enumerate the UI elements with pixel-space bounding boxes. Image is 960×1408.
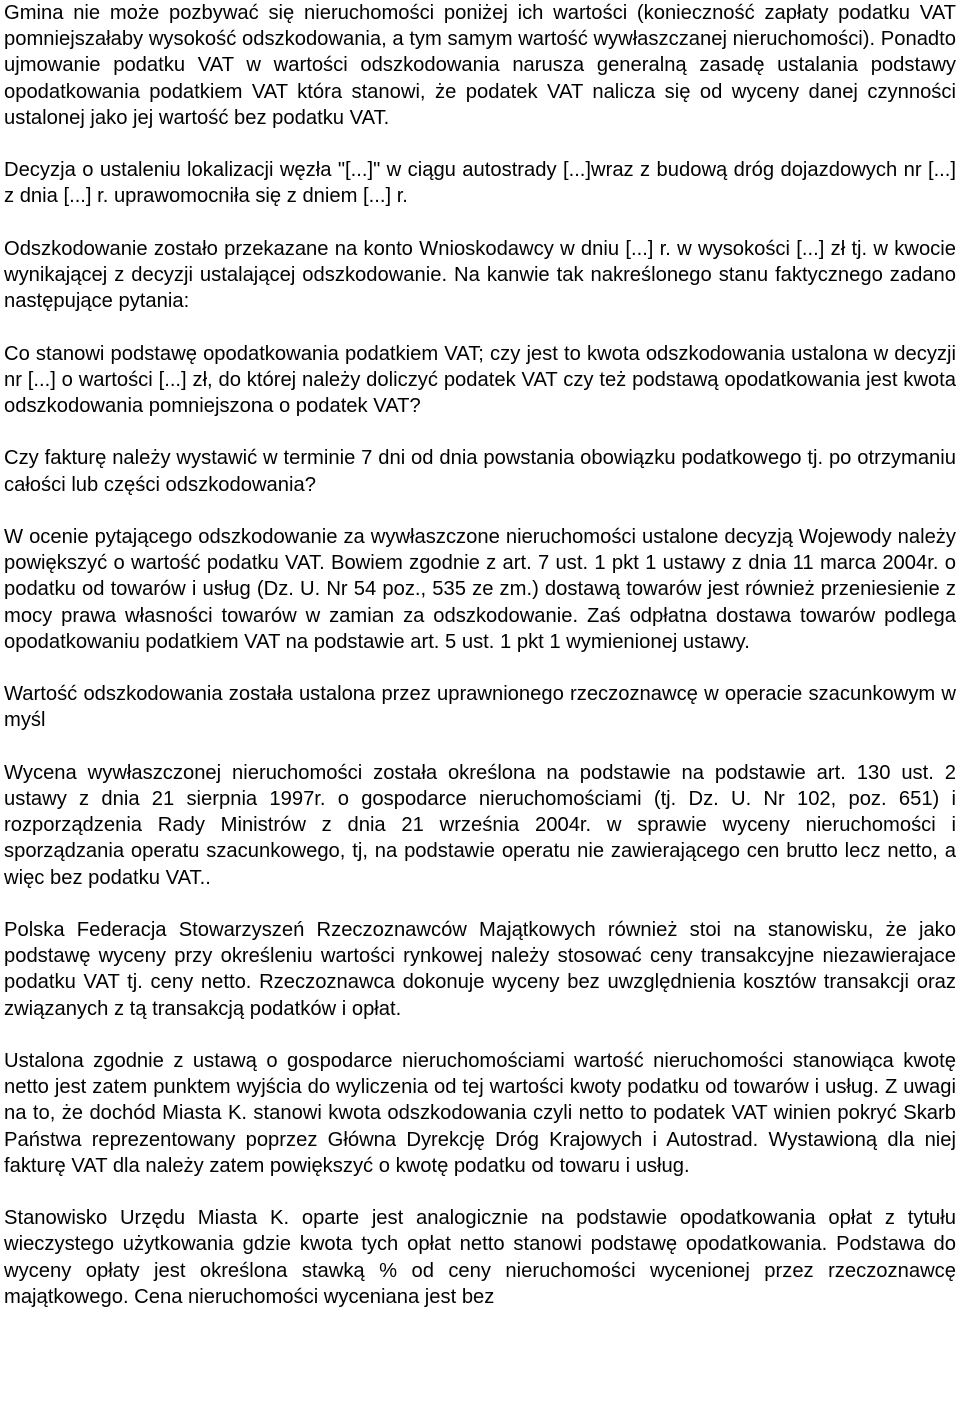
paragraph-7: Wartość odszkodowania została ustalona przez uprawnionego rzeczoznawcę w operacie szacunkowym w myśl (4, 683, 956, 732)
paragraph-11: Stanowisko Urzędu Miasta K. oparte jest analogicznie na podstawie opodatkowania opłat z tytułu wieczystego użytkowania gdzie kwota tych opłat netto stanowi podstawę opodatkowania. Podstawa do wyceny opłaty jest określona stawką % od ceny nieruchomości wycenionej przez rzeczoznawcę majątkowego. Cena nieruchomości wyceniana jest bez (4, 1207, 956, 1308)
paragraph-4: Co stanowi podstawę opodatkowania podatkiem VAT; czy jest to kwota odszkodowania ustalona w decyzji nr [...] o wartości [...] zł, do której należy doliczyć podatek VAT czy też podstawą opodatkowania jest kwota odszkodowania pomniejszona o podatek VAT? (4, 342, 956, 417)
paragraph-10: Ustalona zgodnie z ustawą o gospodarce nieruchomościami wartość nieruchomości stanowiąca kwotę netto jest zatem punktem wyjścia do wyliczenia od tej wartości kwoty podatku od towarów i usług. Z uwagi na to, że dochód Miasta K. stanowi kwota odszkodowania czyli netto to podatek VAT winien pokryć Skarb Państwa reprezentowany poprzez Główna Dyrekcję Dróg Krajowych i Autostrad. Wystawioną dla niej fakturę VAT dla należy zatem powiększyć o kwotę podatku od towaru i usług. (4, 1049, 956, 1177)
paragraph-1: Gmina nie może pozbywać się nieruchomości poniżej ich wartości (konieczność zapłaty podatku VAT pomniejszałaby wysokość odszkodowania, a tym samym wartość wywłaszczanej nieruchomości). Ponadto ujmowanie podatku VAT w wartości odszkodowania narusza generalną zasadę ustalania podstawy opodatkowania podatkiem VAT która stanowi, że podatek VAT nalicza się od wyceny danej czynności ustalonej jako jej wartość bez podatku VAT. (4, 2, 956, 129)
paragraph-9: Polska Federacja Stowarzyszeń Rzeczoznawców Majątkowych również stoi na stanowisku, że jako podstawę wyceny przy określeniu wartości rynkowej należy stosować ceny transakcyjne niezawierajace podatku VAT tj. ceny netto. Rzeczoznawca dokonuje wyceny bez uwzględnienia kosztów transakcji oraz związanych z tą transakcją podatków i opłat. (4, 918, 956, 1020)
paragraph-2: Decyzja o ustaleniu lokalizacji węzła "[...]" w ciągu autostrady [...]wraz z budową dróg dojazdowych nr [...] z dnia [...] r. uprawomocniła się z dniem [...] r. (4, 159, 956, 208)
paragraph-6: W ocenie pytającego odszkodowanie za wywłaszczone nieruchomości ustalone decyzją Wojewody należy powiększyć o wartość podatku VAT. Bowiem zgodnie z art. 7 ust. 1 pkt 1 ustawy z dnia 11 marca 2004r. o podatku od towarów i usług (Dz. U. Nr 54 poz., 535 ze zm.) dostawą towarów jest również przeniesienie z mocy prawa własności towarów w zamian za odszkodowanie. Zaś odpłatna dostawa towarów podlega opodatkowaniu podatkiem VAT na podstawie art. 5 ust. 1 pkt 1 wymienionej ustawy. (4, 525, 956, 653)
paragraph-5: Czy fakturę należy wystawić w terminie 7 dni od dnia powstania obowiązku podatkowego tj. po otrzymaniu całości lub części odszkodowania? (4, 447, 956, 496)
paragraph-8: Wycena wywłaszczonej nieruchomości została określona na podstawie na podstawie art. 130 ust. 2 ustawy z dnia 21 sierpnia 1997r. o gospodarce nieruchomościami (tj. Dz. U. Nr 102, poz. 651) i rozporządzenia Rady Ministrów z dnia 21 września 2004r. w sprawie wyceny nieruchomości i sporządzania operatu szacunkowego, tj, na podstawie operatu nie zawierającego cen brutto lecz netto, a więc bez podatku VAT.. (4, 761, 956, 889)
document-body (4, 0, 956, 1310)
paragraph-3: Odszkodowanie zostało przekazane na konto Wnioskodawcy w dniu [...] r. w wysokości [...] zł tj. w kwocie wynikającej z decyzji ustalającej odszkodowanie. Na kanwie tak nakreślonego stanu faktycznego zadano następujące pytania: (4, 237, 956, 313)
